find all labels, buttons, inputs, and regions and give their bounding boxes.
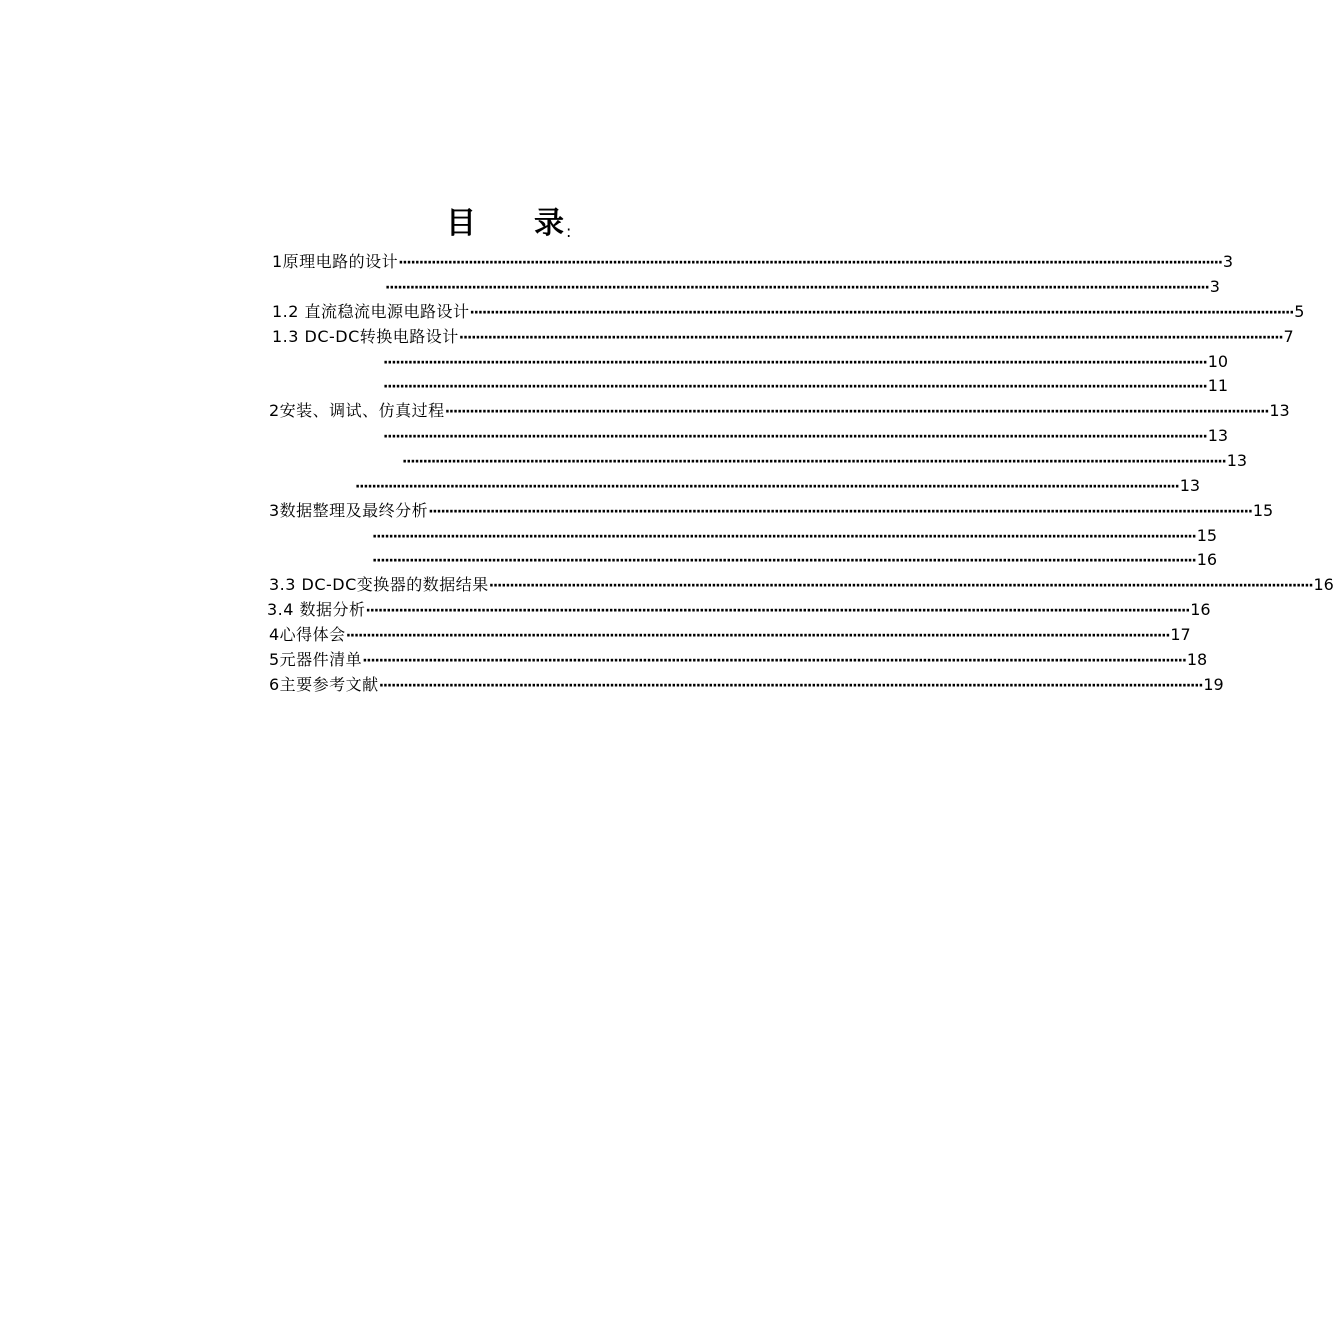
toc-entry-label: 3.4 数据分析 [267, 600, 366, 619]
toc-entry[interactable] [372, 524, 1218, 548]
toc-entry[interactable] [272, 300, 1305, 324]
toc-entry-leader: ········································································································································································································ [362, 653, 1186, 669]
toc-entry-leader: ········································································································································································································ [372, 553, 1196, 569]
toc-entry-leader: ········································································································································································································ [365, 603, 1190, 619]
toc-entry-leader: ········································································································································································································ [378, 678, 1203, 694]
toc-entry-page-number: 16 [1313, 575, 1334, 594]
toc-entry-label: 2安装、调试、仿真过程 [269, 401, 445, 420]
toc-entry[interactable] [372, 548, 1218, 572]
toc-entry-page-number: 3 [1222, 252, 1234, 271]
toc-entry[interactable] [267, 598, 1211, 622]
toc-entry[interactable] [402, 449, 1248, 473]
toc-entry-label: 3.3 DC-DC变换器的数据结果 [269, 575, 489, 594]
toc-entry-page-number: 15 [1252, 501, 1274, 520]
toc-entry-label: 6主要参考文献 [269, 675, 379, 694]
toc-entry[interactable] [383, 424, 1229, 448]
toc-entry[interactable] [269, 499, 1274, 523]
toc-entry-label: 3数据整理及最终分析 [269, 501, 429, 520]
toc-entry-label: 1原理电路的设计 [272, 252, 399, 271]
toc-entry-page-number: 11 [1207, 376, 1229, 395]
toc-entry[interactable] [355, 474, 1201, 498]
toc-entry-page-number: 10 [1207, 352, 1229, 371]
toc-entry-page-number: 15 [1196, 526, 1218, 545]
toc-entry[interactable] [383, 374, 1229, 398]
toc-entry[interactable] [269, 623, 1191, 647]
toc-title-char-1: 目 [446, 206, 476, 241]
toc-entry-leader: ········································································································································································································ [345, 628, 1170, 644]
toc-entry-label: 1.3 DC-DC转换电路设计 [272, 327, 459, 346]
toc-entry-label: 5元器件清单 [269, 650, 363, 669]
toc-entry[interactable] [269, 573, 1334, 597]
toc-entry-page-number: 3 [1209, 277, 1220, 296]
toc-entry-page-number: 18 [1186, 650, 1208, 669]
toc-entry-page-number: 17 [1170, 625, 1191, 644]
toc-entry-page-number: 13 [1269, 401, 1290, 420]
toc-entry-leader: ········································································································································································································ [383, 355, 1207, 371]
toc-entry-leader: ········································································································································································································ [398, 255, 1222, 271]
toc-entry-leader: ········································································································································································································ [372, 529, 1196, 545]
toc-entry-leader: ········································································································································································································ [402, 454, 1226, 470]
toc-entry-leader: ········································································································································································································ [488, 578, 1313, 594]
toc-entry-page-number: 5 [1294, 302, 1305, 321]
toc-entry-page-number: 13 [1179, 476, 1201, 495]
toc-entry[interactable] [272, 250, 1234, 274]
toc-entry-leader: ········································································································································································································ [383, 429, 1207, 445]
toc-entry-leader: ········································································································································································································ [444, 404, 1269, 420]
toc-entry[interactable] [269, 399, 1290, 423]
toc-entry[interactable] [269, 673, 1224, 697]
toc-entry-leader: ········································································································································································································ [469, 305, 1294, 321]
toc-title-colon: : [566, 222, 572, 241]
toc-entry-leader: ········································································································································································································ [428, 504, 1252, 520]
toc-entry-page-number: 13 [1207, 426, 1229, 445]
toc-entry-page-number: 16 [1196, 550, 1218, 569]
toc-entry-page-number: 13 [1226, 451, 1248, 470]
toc-entry[interactable] [385, 275, 1220, 299]
toc-entry[interactable] [383, 350, 1229, 374]
toc-entry-page-number: 16 [1190, 600, 1211, 619]
toc-title-char-2: 录 [534, 206, 564, 241]
toc-entry-leader: ········································································································································································································ [355, 479, 1179, 495]
toc-entry-leader: ········································································································································································································ [383, 379, 1207, 395]
toc-entry-page-number: 7 [1283, 327, 1294, 346]
toc-entry-leader: ········································································································································································································ [458, 330, 1283, 346]
toc-entry-label: 1.2 直流稳流电源电路设计 [272, 302, 470, 321]
toc-entry-leader: ········································································································································································································ [385, 280, 1209, 296]
toc-entry[interactable] [269, 648, 1208, 672]
toc-entry-label: 4心得体会 [269, 625, 346, 644]
toc-entry-page-number: 19 [1203, 675, 1224, 694]
toc-entry[interactable] [272, 325, 1294, 349]
